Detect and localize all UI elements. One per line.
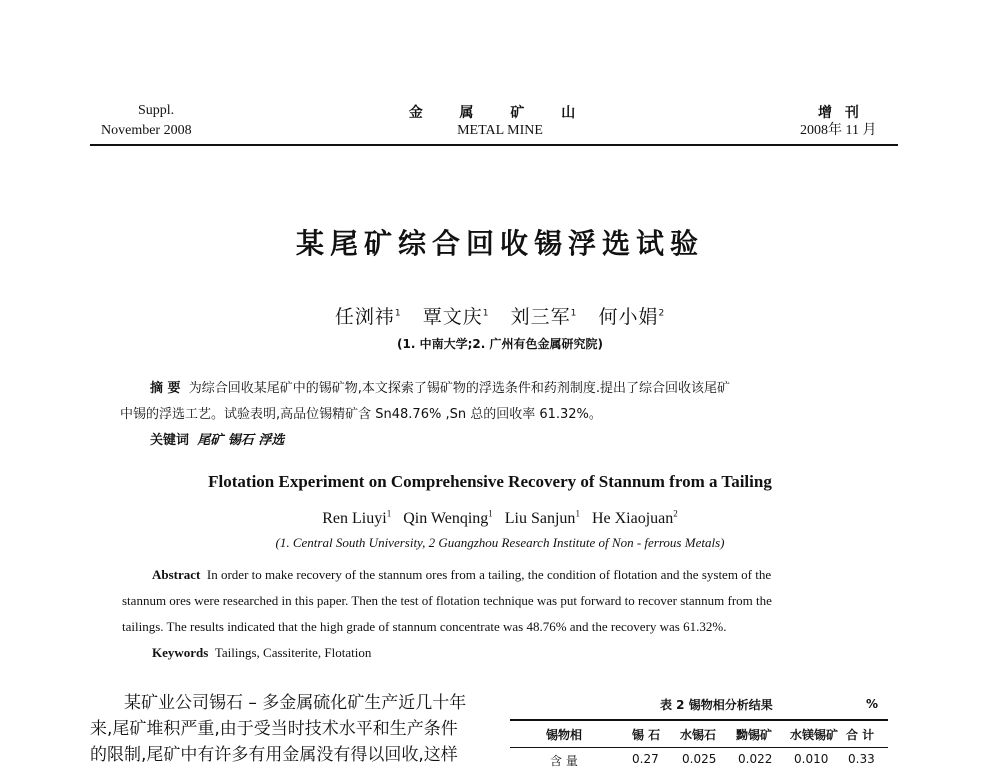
paper-title-cn: 某尾矿综合回收锡浮选试验 — [295, 227, 704, 260]
body-text-column-left — [90, 690, 490, 768]
table2-cell: 0.022 — [738, 752, 773, 766]
abstract-en — [122, 562, 862, 666]
author-en: Ren Liuyi$^1$ — [322, 508, 392, 527]
abstract-en-line: tailings. The results indicated that the high grade of stannum concentrate was 48.76% and the recovery was 61.32%. — [122, 619, 727, 634]
table2-cell: 0.025 — [682, 752, 717, 766]
header-right-date: 2008年 11 月 — [800, 123, 877, 138]
table2-header-cell: 锡物相 — [546, 728, 583, 742]
abstract-en-line: Abstract In order to make recovery of the stannum ores from a tailing, the condition of flotation and the system of the — [152, 567, 772, 582]
author-cn: 任浏祎$^1$ — [334, 306, 402, 328]
table2-top-rule — [510, 719, 888, 721]
table2-header-row — [510, 726, 888, 744]
table2-unit: % — [866, 697, 879, 711]
table2-header-cell: 黝锡矿 — [736, 728, 773, 742]
author-cn: 覃文庆$^1$ — [422, 306, 490, 328]
author-cn: 刘三军$^1$ — [510, 306, 578, 328]
header-left-date: November 2008 — [101, 123, 192, 138]
header-left-suppl: Suppl. — [138, 103, 175, 118]
journal-title-cn: 金 属 矿 山 — [408, 105, 592, 121]
body-paragraph-line: 来,尾矿堆积严重,由于受当时技术水平和生产条件 — [90, 719, 458, 739]
table2-cell: 含 量 — [550, 754, 578, 768]
abstract-cn-line: 中锡的浮选工艺。试验表明,高品位锡精矿含 Sn48.76% ,Sn 总的回收率 61.32%。 — [120, 407, 602, 422]
table2-header-cell: 合 计 — [846, 728, 875, 742]
table2-cell: 0.27 — [632, 752, 659, 766]
abstract-cn-label: 摘 要 — [150, 381, 181, 396]
header-right-issue: 增 刊 — [818, 105, 863, 121]
abstract-en-line: stannum ores were researched in this paper. Then the test of flotation technique was put forward to recover stannum from the — [122, 593, 772, 608]
table2-row — [510, 752, 888, 770]
author-en: He Xiaojuan$^2$ — [591, 508, 678, 527]
table2-cell: 0.010 — [794, 752, 829, 766]
author-en: Qin Wenqing$^1$ — [403, 508, 493, 527]
body-paragraph-line: 的限制,尾矿中有许多有用金属没有得以回收,这样 — [90, 745, 458, 765]
table2-caption: 表 2 锡物相分析结果 — [660, 698, 773, 712]
affiliation-cn: (1. 中南大学;2. 广州有色金属研究院) — [397, 337, 603, 351]
author-cn: 何小娟$^2$ — [598, 306, 666, 328]
keywords-cn-label: 关键词 — [150, 433, 190, 448]
keywords-en-label: Keywords — [152, 645, 209, 660]
keywords-en: Keywords Tailings, Cassiterite, Flotation — [152, 645, 372, 660]
abstract-cn — [120, 376, 880, 454]
abstract-cn-line: 摘 要 为综合回收某尾矿中的锡矿物,本文探索了锡矿物的浮选条件和药剂制度.提出了综合回收该尾矿 — [150, 381, 731, 396]
affiliation-en: (1. Central South University, 2 Guangzhou Research Institute of Non - ferrous Metals) — [275, 535, 725, 550]
keywords-cn: 关键词 尾矿 锡石 浮选 — [150, 433, 285, 448]
table2-header-cell: 锡 石 — [632, 728, 661, 742]
authors-cn — [200, 302, 800, 329]
abstract-en-label: Abstract — [152, 567, 201, 582]
header-rule — [90, 144, 898, 146]
authors-en — [200, 510, 800, 528]
table2-header-cell: 水锡石 — [680, 728, 717, 742]
table2-header-cell: 水镁锡矿 — [790, 728, 839, 742]
journal-title-en: METAL MINE — [457, 123, 543, 138]
author-en: Liu Sanjun$^1$ — [504, 508, 580, 527]
body-paragraph-line: 某矿业公司锡石 – 多金属硫化矿生产近几十年 — [124, 693, 467, 713]
paper-title-en: Flotation Experiment on Comprehensive Recovery of Stannum from a Tailing — [208, 472, 772, 491]
table2-cell: 0.33 — [848, 752, 875, 766]
table2-header-rule — [510, 747, 888, 748]
